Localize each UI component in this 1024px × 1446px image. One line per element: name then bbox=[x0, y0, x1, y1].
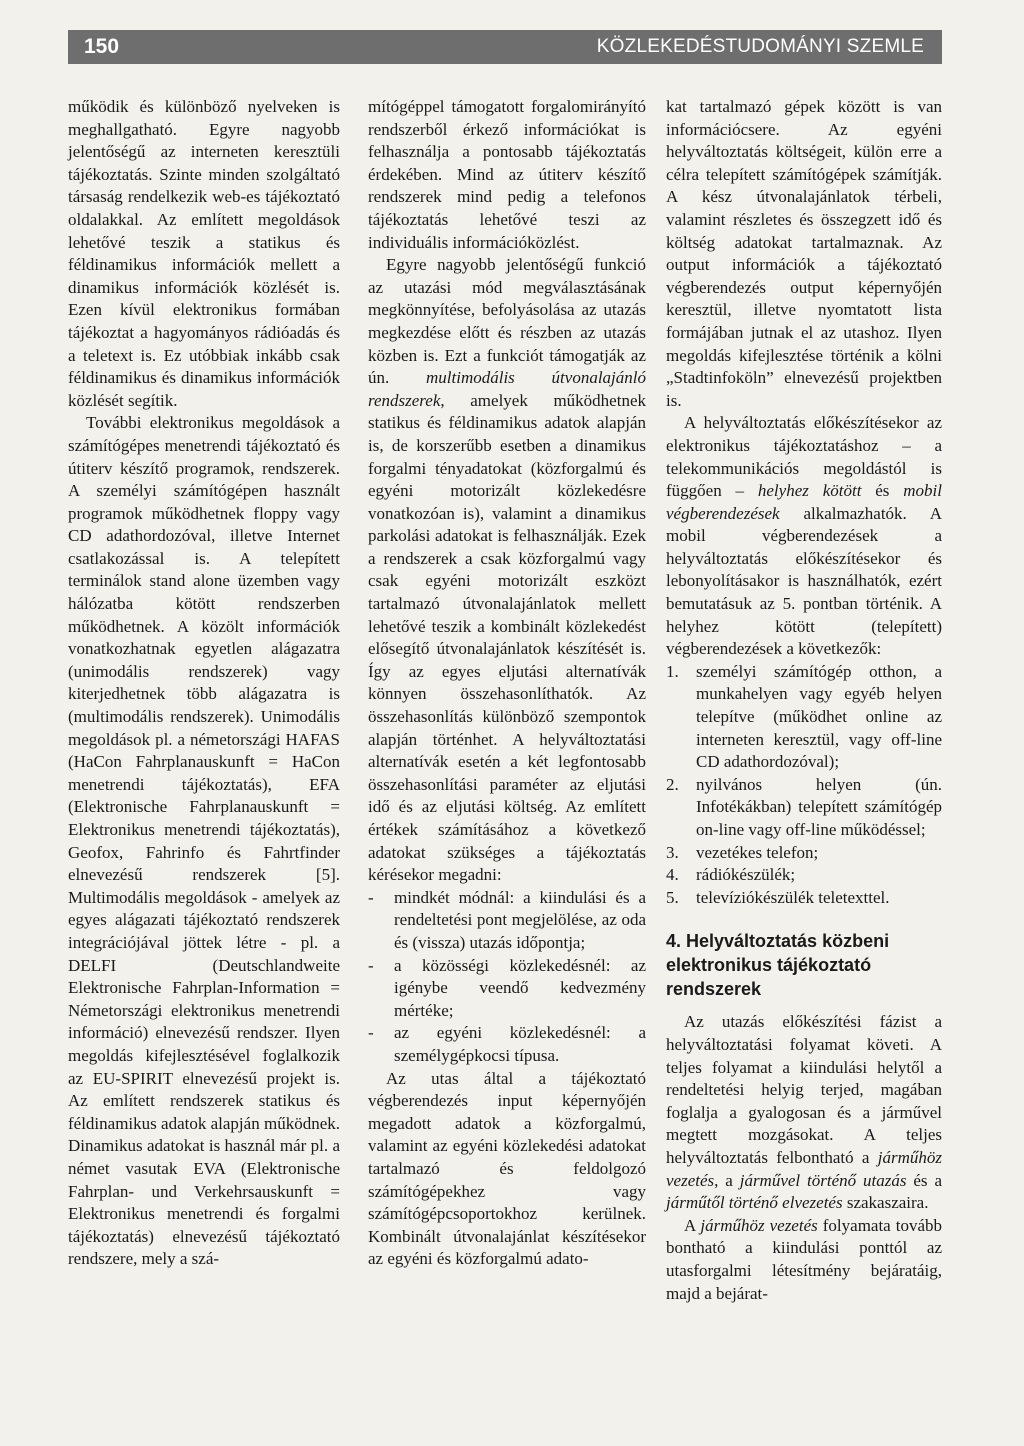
page-header bbox=[68, 30, 942, 64]
paragraph: kat tartalmazó gépek között is van információcsere. Az egyéni helyváltoztatás költségeit, külön erre a célra telepített számítógépek számítják. A kész útvonalajánlatok térbeli, valamint részletes és összegzett idő és költség adatokat tartalmaznak. Az output információk a tájékoztató végberendezés output képernyőjén keresztül, illetve nyomtatott lista formájában jutnak el az utashoz. Ilyen megoldás kifejlesztése történik a kölni „Stadtinfoköln” elnevezésű projektben is. bbox=[666, 97, 942, 410]
text-run: és a bbox=[906, 1170, 942, 1190]
paragraph: mítógéppel támogatott forgalomirányító rendszerből érkező információkat is felhasználja a pontosabb tájékoztatás érdekében. Mind az útiterv készítő rendszerek mind pedig a telefonos tájékoztatás lehetővé teszi az individuális információközlést. bbox=[368, 97, 646, 252]
text-run: és bbox=[861, 481, 904, 501]
column-2 bbox=[368, 96, 646, 1271]
paragraph: További elektronikus megoldások a számítógépes menetrendi tájékoztató és útiterv készítő programok, rendszerek. A személyi számítógépen használt programok működhetnek floppy vagy CD adathordozóval, illetve Internet csatlakozással is. A telepített terminálok stand alone üzemben vagy hálózatba kötött rendszerben működhetnek. A közölt információk vonatkozhatnak egyetlen alágazatra (unimodális rendszerek) vagy kiterjedhetnek több alágazatra is (multimodális rendszerek). Unimodális megoldások pl. a németországi HAFAS (HaCon Fahrplanauskunft = HaCon menetrendi tájékoztatás), EFA (Elektronische Fahrplanauskunft = Elektronikus menetrendi tájékoztatás), Geofox, Fahrinfo és Fahrtfinder elnevezésű rendszerek [5]. Multimodális megoldások - amelyek az egyes alágazati tájékoztató rendszerek integrációjával jöttek létre - pl. a DELFI (Deutschlandweite Elektronische Fahrplan-Information = Németországi elektronikus menetrendi információ) elnevezésű rendszer. Ilyen megoldás kifejlesztésével foglalkozik az EU-SPIRIT elnevezésű projekt is. Az említett rendszerek statikus és féldinamikus adatok alapján működnek. Dinamikus adatokat is használ már pl. a német vasutak EVA (Elektronische Fahrplan- und Verkehrsauskunft = Elektronikus menetrendi és forgalmi tájékoztatás) elnevezésű tájékoztató rendszere, mely a szá- bbox=[68, 413, 340, 1269]
italic-term: járműhöz vezetés bbox=[700, 1215, 818, 1235]
list-item bbox=[666, 842, 942, 865]
text-run: Az utazás előkészítési fázist a helyváltoztatási folyamat követi. A teljes folyamat a kiindulási helytől a rendeltetési helyig terjed, magában foglalja a gyalogosan és a járművel megtett mozgásokat. A teljes helyváltoztatás felbontható a bbox=[666, 1012, 942, 1167]
column-1 bbox=[68, 96, 340, 1271]
text-run: Egyre nagyobb jelentőségű funkció az utazási mód megválasztásának megkönnyítése, befolyásolása az utazás megkezdése előtt és részben az utazás közben is. Ezt a funkciót támogatják az ún. bbox=[368, 255, 646, 388]
list-marker: 2. bbox=[666, 774, 679, 794]
list-item bbox=[368, 887, 646, 955]
list-marker: 3. bbox=[666, 842, 679, 862]
list-item-text: mindkét módnál: a kiindulási és a rendeltetési pont megjelölése, az oda és (vissza) utazás időpontja; bbox=[394, 887, 646, 952]
text-run: alkalmazhatók. A mobil végberendezések a helyváltoztatás előkészítésekor és lebonyolításakor is használhatók, ezért bemutatásuk az 5. pontban történik. A helyhez kötött (telepített) végberendezések a következők: bbox=[666, 503, 942, 659]
list-item-text: vezetékes telefon; bbox=[696, 842, 819, 862]
list-item-text: a közösségi közlekedésnél: az igénybe veendő kedvezmény mértéke; bbox=[394, 955, 646, 1020]
paragraph: működik és különböző nyelveken is meghallgatható. Egyre nagyobb jelentőségű az interneten keresztüli tájékoztatás. Szinte minden szolgáltató társaság rendelkezik web-es tájékoztató oldalakkal. Az említett megoldások lehetővé teszik a statikus és féldinamikus információk mellett a dinamikus információk közlését is. Ezen kívül elektronikus formában tájékoztat a hagyományos rádióadás és a teletext is. Ez utóbbiak inkább csak féldinamikus és dinamikus információk közlését segítik. bbox=[68, 97, 340, 410]
dash-list bbox=[368, 887, 646, 1068]
text-run: , a bbox=[714, 1170, 740, 1190]
list-item bbox=[368, 955, 646, 1023]
list-marker: 5. bbox=[666, 887, 679, 907]
text-run: folyamata tovább bontható a kiindulási ponttól az utasforgalmi létesítmény bejáratáig, majd a bejárat- bbox=[666, 1215, 943, 1303]
text-run: szakaszaira. bbox=[842, 1193, 929, 1213]
italic-term: helyhez kötött bbox=[757, 481, 862, 501]
paragraph bbox=[666, 1011, 942, 1214]
list-marker: - bbox=[368, 955, 374, 975]
list-marker: - bbox=[368, 887, 374, 907]
list-marker: 1. bbox=[666, 661, 679, 681]
text-run: A bbox=[684, 1215, 701, 1235]
page-number: 150 bbox=[84, 35, 120, 58]
italic-term: mobil végberendezések bbox=[666, 481, 942, 523]
list-item bbox=[666, 774, 942, 842]
italic-term: járműtől történő elvezetés bbox=[666, 1193, 843, 1213]
list-item-text: nyilvános helyen (ún. Infotékákban) telepített számítógép on-line vagy off-line működéssel; bbox=[696, 774, 942, 839]
text-run: A helyváltoztatás előkészítésekor az elektronikus tájékoztatáshoz – a telekommunikációs megoldástól is függően – bbox=[666, 413, 942, 501]
italic-term: járművel történő utazás bbox=[739, 1170, 907, 1190]
list-item bbox=[666, 887, 942, 910]
italic-term: járműhöz vezetés bbox=[666, 1147, 942, 1190]
list-item bbox=[666, 661, 942, 774]
journal-title: KÖZLEKEDÉSTUDOMÁNYI SZEMLE bbox=[596, 36, 924, 57]
list-marker: 4. bbox=[666, 865, 679, 885]
paragraph bbox=[666, 412, 942, 661]
italic-term: multimodális útvonalajánló rendszerek bbox=[368, 368, 646, 410]
numbered-list bbox=[666, 661, 942, 910]
list-item-text: televíziókészülék teletexttel. bbox=[696, 887, 890, 907]
paragraph bbox=[368, 254, 646, 887]
text-run: , amelyek működhetnek statikus és féldinamikus adatok alapján is, de korszerűbb esetben a dinamikus forgalmi tényadatokat (közforgalmú és egyéni motorizált közlekedésre vonatkozóan is), valamint a dinamikus parkolási adatokat is felhasználják. Ezek a rendszerek a csak közforgalmú vagy csak egyéni motorizált eszközt tartalmazó útvonalajánlatok mellett lehetővé teszik a kombinált közlekedést elősegítő útvonalajánlatok készítését is. Így az egyes eljutási alternatívák könnyen összehasonlíthatók. Az összehasonlítás különböző szempontok alapján történhet. A helyváltoztatási alternatívák esetén a két legfontosabb összehasonlítási paraméter az eljutási idő és az eljutási költség. Az említett értékek számításához a következő adatokat szükséges a tájékoztatás kérésekor megadni: bbox=[368, 390, 646, 885]
list-item bbox=[666, 864, 942, 887]
list-item-text: az egyéni közlekedésnél: a személygépkocsi típusa. bbox=[394, 1023, 646, 1065]
paragraph bbox=[666, 1215, 942, 1305]
column-3 bbox=[666, 96, 942, 1305]
list-item bbox=[368, 1022, 646, 1067]
section-heading: 4. Helyváltoztatás közbeni elektronikus tájékoztató rendszerek bbox=[666, 931, 890, 1000]
list-item-text: rádiókészülék; bbox=[696, 865, 796, 885]
paragraph: Az utas által a tájékoztató végberendezés input képernyőjén megadott adatok a közforgalmú, valamint az egyéni közlekedési adatokat tartalmazó és feldolgozó számítógépekhez vagy számítógépcsoportokhoz kerülnek. Kombinált útvonalajánlat készítésekor az egyéni és közforgalmú adato- bbox=[368, 1068, 646, 1269]
list-item-text: személyi számítógép otthon, a munkahelyen vagy egyéb helyen telepítve (működhet online az interneten keresztül, vagy off-line CD adathordozóval); bbox=[696, 661, 942, 772]
list-marker: - bbox=[368, 1023, 374, 1043]
